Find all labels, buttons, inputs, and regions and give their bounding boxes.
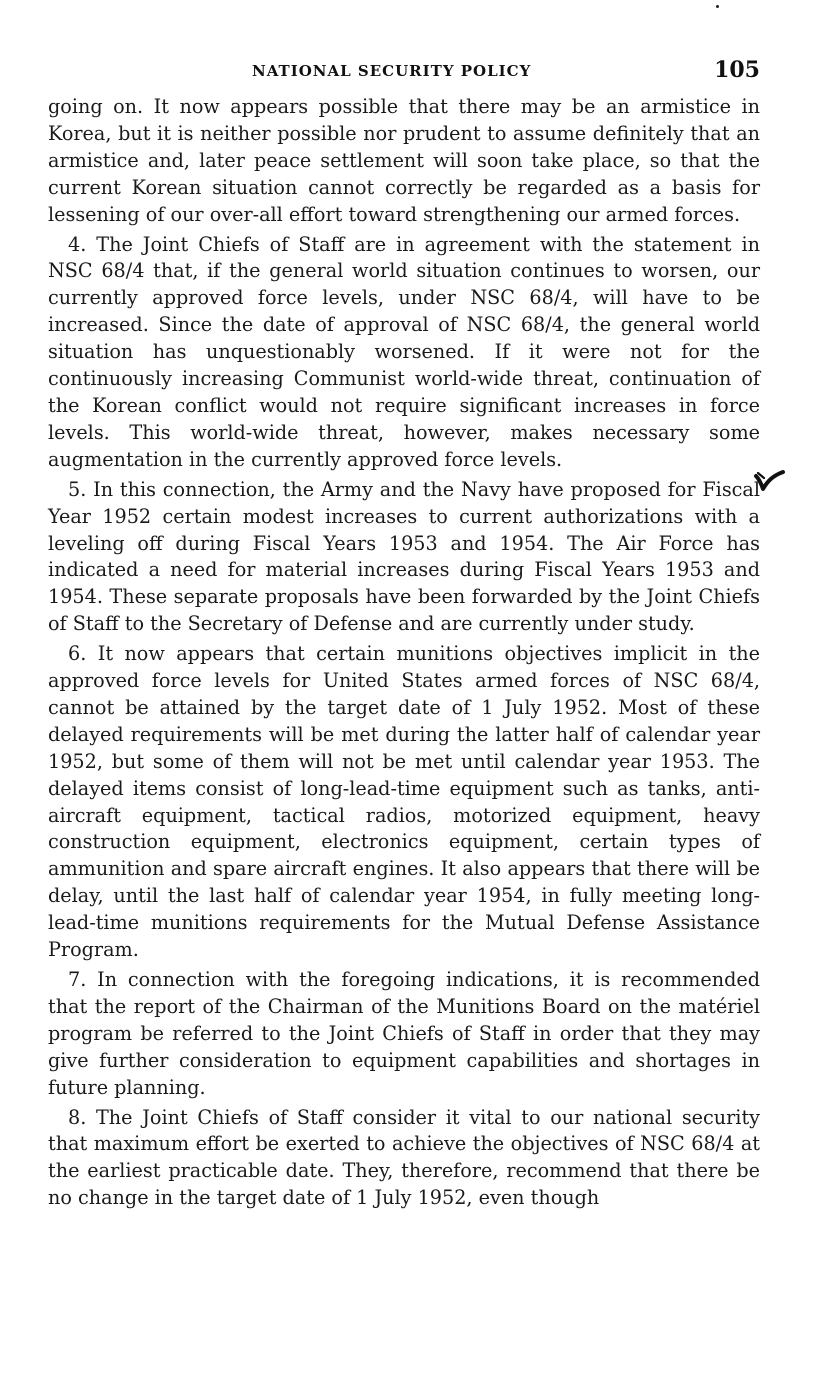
paragraph-5: 5. In this connection, the Army and the Navy have proposed for Fiscal Year 1952 certain modest increases to current authorizations with a leveling off during Fiscal Years 1953 and 1954. The Air Force has indicated a need for material increases during Fiscal Years 1953 and 1954. These separate proposals have been forwarded by the Joint Chiefs of Staff to the Secretary of Defense and are currently under study.: [48, 477, 760, 636]
paragraph-4: 4. The Joint Chiefs of Staff are in agreement with the statement in NSC 68/4 that, if the general world situation continues to worsen, our currently approved force levels, under NSC 68/4, will have to be increased. Since the date of approval of NSC 68/4, the general world situation has unquestionably worsened. If it were not for the continuously increasing Communist world-wide threat, continuation of the Korean conflict would not require significant increases in force levels. This world-wide threat, however, makes necessary some augmentation in the currently approved force levels.: [48, 232, 760, 471]
handwritten-checkmark-icon: [752, 468, 786, 492]
running-head: [48, 52, 760, 86]
body-text: [48, 94, 760, 1212]
paragraph-continuation: going on. It now appears possible that there may be an armistice in Korea, but it is neither possible nor prudent to assume definitely that an armistice and, later peace settlement will soon take place, so that the current Korean situation cannot correctly be regarded as a basis for lessening of our over-all effort toward strengthening our armed forces.: [48, 95, 760, 226]
paragraph-6: 6. It now appears that certain munitions objectives implicit in the approved force levels for United States armed forces of NSC 68/4, cannot be attained by the target date of 1 July 1952. Most of these delayed requirements will be met during the latter half of calendar year 1952, but some of them will not be met until calendar year 1953. The delayed items consist of long-lead-time equipment such as tanks, anti-aircraft equipment, tactical radios, motorized equipment, heavy construction equipment, electronics equipment, certain types of ammunition and spare aircraft engines. It also appears that there will be delay, until the last half of calendar year 1954, in fully meeting long-lead-time munitions requirements for the Mutual Defense Assistance Program.: [48, 642, 760, 962]
document-page: [48, 52, 760, 1215]
stray-ink-dot: [716, 5, 719, 8]
page-number: 105: [714, 57, 760, 83]
paragraph-7: 7. In connection with the foregoing indications, it is recommended that the report of the Chairman of the Munitions Board on the matériel program be referred to the Joint Chiefs of Staff in order that they may give further consideration to equipment capabilities and shortages in future planning.: [48, 968, 760, 1099]
running-title: NATIONAL SECURITY POLICY: [252, 62, 532, 80]
paragraph-8: 8. The Joint Chiefs of Staff consider it vital to our national security that maximum effort be exerted to achieve the objectives of NSC 68/4 at the earliest practicable date. They, therefore, recommend that there be no change in the target date of 1 July 1952, even though: [48, 1105, 760, 1210]
